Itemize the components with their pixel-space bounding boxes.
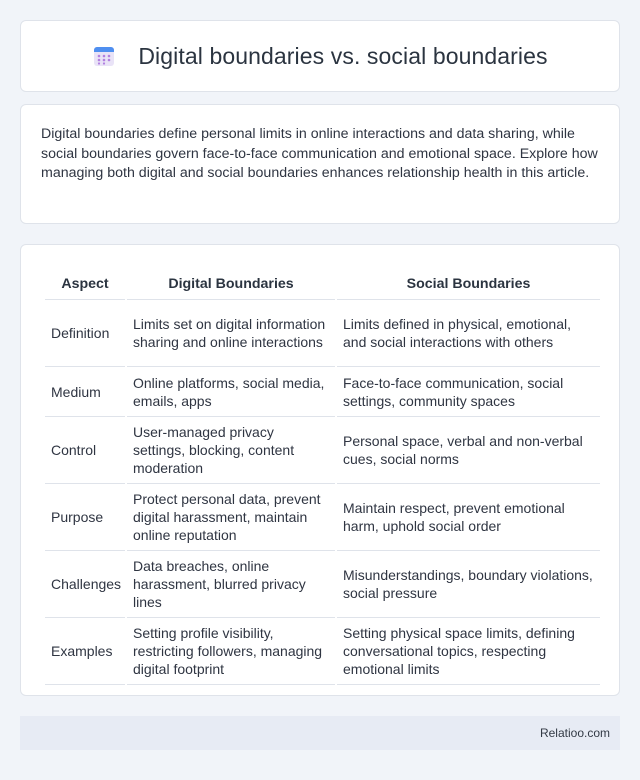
table-row bbox=[45, 366, 600, 416]
cell-digital: Data breaches, online harassment, blurred privacy lines bbox=[127, 550, 335, 617]
intro-paragraph: Digital boundaries define personal limits in online interactions and data sharing, while social boundaries govern face-to-face communication and emotional space. Explore how managing both digital and social boundaries enhances relationship health in this article. bbox=[41, 126, 598, 181]
cell-social: Limits defined in physical, emotional, and social interactions with others bbox=[337, 299, 600, 366]
calendar-icon bbox=[92, 44, 116, 68]
header-social-boundaries: Social Boundaries bbox=[406, 276, 531, 292]
cell-digital: Limits set on digital information sharing and online interactions bbox=[127, 299, 335, 366]
table-row bbox=[45, 299, 600, 366]
table-row bbox=[45, 550, 600, 617]
cell-aspect: Examples bbox=[45, 617, 125, 685]
table-row bbox=[45, 617, 600, 685]
cell-social: Face-to-face communication, social settings, community spaces bbox=[337, 366, 600, 416]
header-aspect: Aspect bbox=[61, 276, 109, 292]
cell-social: Maintain respect, prevent emotional harm, uphold social order bbox=[337, 483, 600, 550]
cell-aspect: Medium bbox=[45, 366, 125, 416]
footer bbox=[20, 716, 620, 750]
intro-card bbox=[20, 104, 620, 224]
footer-brand[interactable]: Relatioo.com bbox=[539, 726, 610, 740]
cell-digital: Setting profile visibility, restricting followers, managing digital footprint bbox=[127, 617, 335, 685]
cell-aspect: Control bbox=[45, 416, 125, 483]
cell-social: Setting physical space limits, defining conversational topics, respecting emotional limits bbox=[337, 617, 600, 685]
page-title: Digital boundaries vs. social boundaries bbox=[138, 42, 548, 69]
cell-aspect: Definition bbox=[45, 299, 125, 366]
cell-aspect: Challenges bbox=[45, 550, 125, 617]
cell-digital: Protect personal data, prevent digital harassment, maintain online reputation bbox=[127, 483, 335, 550]
comparison-table-card bbox=[20, 244, 620, 696]
cell-digital: Online platforms, social media, emails, apps bbox=[127, 366, 335, 416]
title-card bbox=[20, 20, 620, 92]
title-row bbox=[92, 43, 547, 70]
cell-social: Personal space, verbal and non-verbal cues, social norms bbox=[337, 416, 600, 483]
table-row bbox=[45, 483, 600, 550]
cell-digital: User-managed privacy settings, blocking, content moderation bbox=[127, 416, 335, 483]
comparison-table bbox=[43, 265, 602, 685]
table-row bbox=[45, 416, 600, 483]
header-digital-boundaries: Digital Boundaries bbox=[168, 276, 294, 292]
cell-social: Misunderstandings, boundary violations, social pressure bbox=[337, 550, 600, 617]
cell-aspect: Purpose bbox=[45, 483, 125, 550]
table-header-row bbox=[45, 265, 600, 299]
